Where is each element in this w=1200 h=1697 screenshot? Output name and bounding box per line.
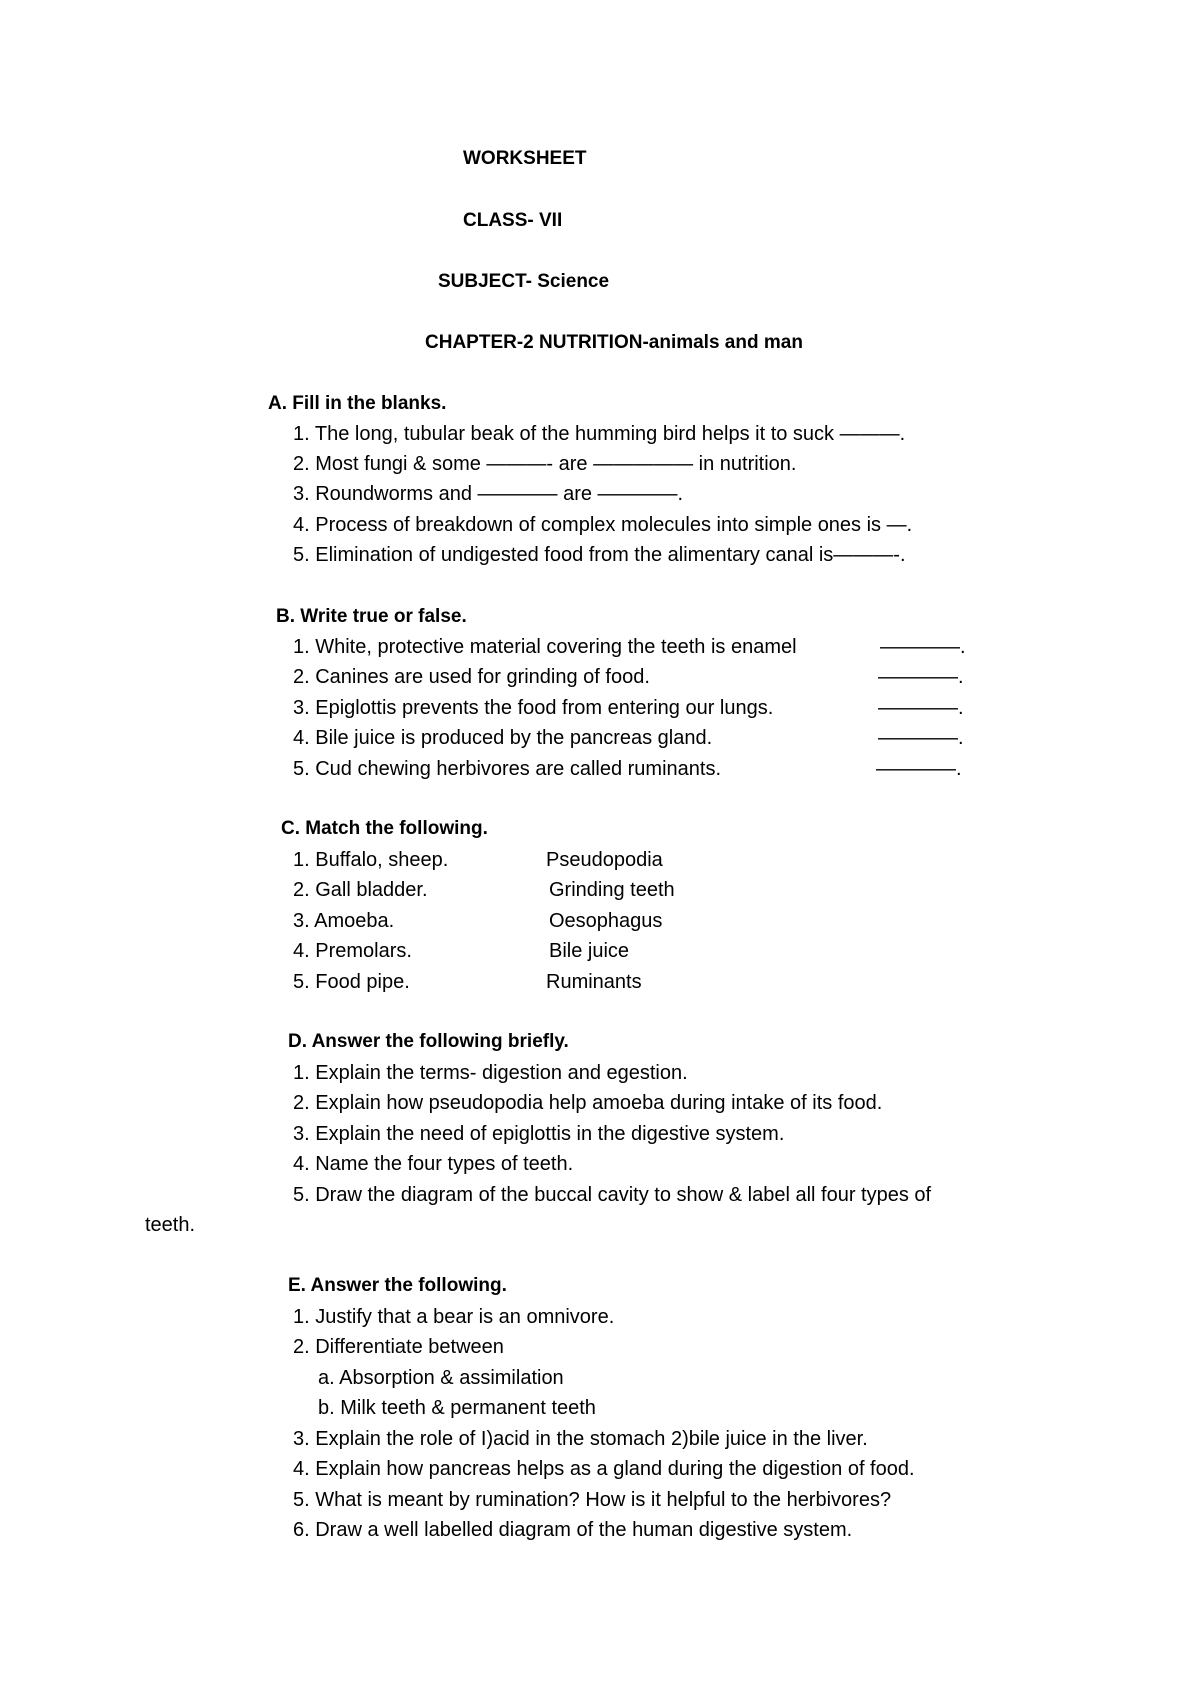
- section-b-item: 2. Canines are used for grinding of food.: [293, 666, 650, 688]
- match-left-item: 5. Food pipe.: [293, 971, 410, 993]
- section-e-heading: E. Answer the following.: [288, 1275, 507, 1296]
- section-b-heading: B. Write true or false.: [276, 606, 467, 627]
- section-a-item: 1. The long, tubular beak of the humming bird helps it to suck ———.: [293, 423, 906, 445]
- section-e-subitem: a. Absorption & assimilation: [318, 1367, 564, 1389]
- match-left-item: 2. Gall bladder.: [293, 879, 428, 901]
- section-a-item: 2. Most fungi & some ———- are ————— in nutrition.: [293, 453, 797, 475]
- answer-blank: ————.: [876, 758, 962, 780]
- section-d-heading: D. Answer the following briefly.: [288, 1031, 569, 1052]
- match-left-item: 3. Amoeba.: [293, 910, 395, 932]
- section-e-item: 2. Differentiate between: [293, 1336, 504, 1358]
- answer-blank: ————.: [880, 636, 966, 658]
- section-d-item-continued: teeth.: [145, 1214, 196, 1236]
- section-e-item: 5. What is meant by rumination? How is it helpful to the herbivores?: [293, 1489, 892, 1511]
- match-right-item: Ruminants: [546, 971, 642, 993]
- section-a-item: 3. Roundworms and ———— are ————.: [293, 483, 684, 505]
- worksheet-title: WORKSHEET: [463, 148, 587, 169]
- chapter-title: CHAPTER-2 NUTRITION-animals and man: [425, 332, 803, 353]
- section-d-item: 1. Explain the terms- digestion and egestion.: [293, 1062, 688, 1084]
- section-d-item: 3. Explain the need of epiglottis in the digestive system.: [293, 1123, 785, 1145]
- match-right-item: Bile juice: [549, 940, 630, 962]
- match-right-item: Oesophagus: [549, 910, 663, 932]
- section-e-item: 6. Draw a well labelled diagram of the human digestive system.: [293, 1519, 853, 1541]
- section-d-item: 4. Name the four types of teeth.: [293, 1153, 574, 1175]
- match-right-item: Pseudopodia: [546, 849, 663, 871]
- section-b-item: 1. White, protective material covering the teeth is enamel: [293, 636, 797, 658]
- section-b-item: 5. Cud chewing herbivores are called ruminants.: [293, 758, 721, 780]
- section-b-item: 3. Epiglottis prevents the food from entering our lungs.: [293, 697, 774, 719]
- section-c-heading: C. Match the following.: [281, 818, 488, 839]
- section-d-item: 5. Draw the diagram of the buccal cavity to show & label all four types of: [293, 1184, 932, 1206]
- answer-blank: ————.: [878, 666, 964, 688]
- section-d-item: 2. Explain how pseudopodia help amoeba during intake of its food.: [293, 1092, 883, 1114]
- section-a-item: 4. Process of breakdown of complex molecules into simple ones is —.: [293, 514, 913, 536]
- section-a-heading: A. Fill in the blanks.: [268, 393, 447, 414]
- section-e-subitem: b. Milk teeth & permanent teeth: [318, 1397, 596, 1419]
- answer-blank: ————.: [878, 697, 964, 719]
- section-e-item: 4. Explain how pancreas helps as a gland during the digestion of food.: [293, 1458, 915, 1480]
- section-e-item: 3. Explain the role of I)acid in the stomach 2)bile juice in the liver.: [293, 1428, 868, 1450]
- section-b-item: 4. Bile juice is produced by the pancreas gland.: [293, 727, 713, 749]
- answer-blank: ————.: [878, 727, 964, 749]
- class-label: CLASS- VII: [463, 210, 563, 231]
- match-right-item: Grinding teeth: [549, 879, 675, 901]
- match-left-item: 4. Premolars.: [293, 940, 412, 962]
- section-a-item: 5. Elimination of undigested food from the alimentary canal is———-.: [293, 544, 906, 566]
- subject-label: SUBJECT- Science: [438, 271, 610, 292]
- match-left-item: 1. Buffalo, sheep.: [293, 849, 449, 871]
- section-e-item: 1. Justify that a bear is an omnivore.: [293, 1306, 615, 1328]
